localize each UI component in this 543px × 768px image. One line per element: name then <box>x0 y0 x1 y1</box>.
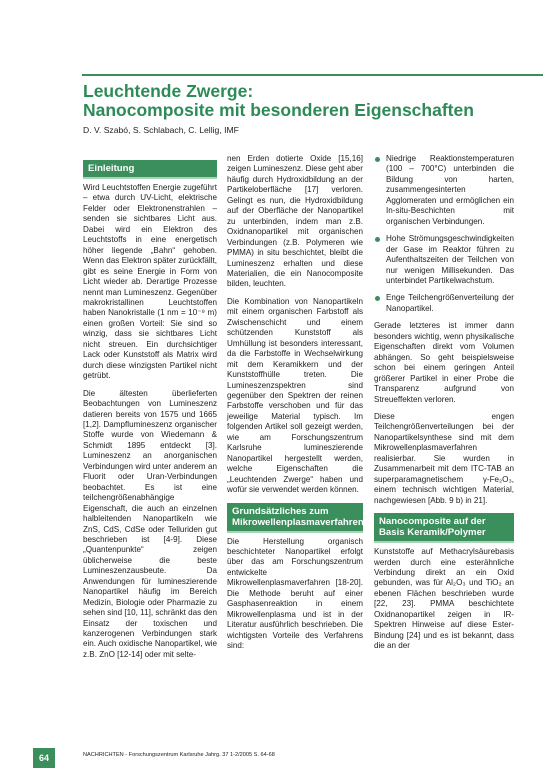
list-item: Niedrige Reaktionstemperaturen (100 – 700°C) unterbinden die Bildung von harten, zusammengesinterten Agglomeraten und ermöglichen ein In-situ-Beschichten mit organischen Verbindungen. <box>374 154 514 227</box>
section-heading-einleitung: Einleitung <box>83 160 217 179</box>
paragraph: Kunststoffe auf Methacrylsäurebasis werden durch eine esterähnliche Verbindung direkt an ein Oxid gebunden, was für Al₂O₃ und TiO₂ an ebenen Flächen beschrieben wurde [22, 23]. PMMA beschichtete Oxidnanopartikel zeigen in IR-Spektren Hinweise auf diese Ester-Bindung [24] und es ist bekannt, dass die an der <box>374 547 514 651</box>
advantages-list <box>374 154 514 314</box>
paragraph: Die Kombination von Nanopartikeln mit einem organischen Farbstoff als Zwischenschicht und einem schützenden Kunststoff als Umhüllung ist besonders interessant, da die Farbstoffe in Wechselwirkung mit dem Keramikkern und der Kunststoffhülle treten. Die Lumineszenzspektren sind gegenüber den Spektren der reinen Farbstoffe verschoben und für das jeweilige Material typisch. Im folgenden Artikel soll gezeigt werden, wie am Forschungszentrum Karlsruhe lumineszierende Nanopartikel hergestellt werden, welche Eigenschaften die „Leuchtenden Zwerge“ haben und wofür sie verwendet werden können. <box>227 296 363 495</box>
list-item: Enge Teilchengrößenverteilung der Nanopartikel. <box>374 293 514 314</box>
paragraph: Die ältesten überlieferten Beobachtungen von Lumineszenz datieren bereits von 1575 und 1665 [1,2]. Dampflumineszenz organischer Stoffe wurde von Wiedemann & Schmidt 1895 entdeckt [3]. Lumineszenz an anorganischen Verbindungen wird unter anderem an Fluorit oder Uran-Verbindungen beobachtet. Es ist eine teilchengrößenabhängige Eigenschaft, die auch an einzelnen halbleitenden Nanopartikeln wie ZnS, CdS, CdSe oder Telluriden gut beschrieben ist [4-9]. Diese „Quantenpunkte“ zeigen üblicherweise die beste Lumineszenzausbeute. Da Anwendungen für lumineszierende Nanopartikel häufig im Bereich Medizin, Biologie oder Pharmazie zu sehen sind [10, 11], schränkt das den Einsatz der toxischen und kanzerogenen Verbindungen stark ein. Auch oxidische Nanopartikel, wie z.B. ZnO [12-14] oder mit selte- <box>83 388 217 659</box>
paragraph: Wird Leuchtstoffen Energie zugeführt – etwa durch UV-Licht, elektrische Felder oder Elektronenstrahlen – senden sie sichtbares Licht aus. Dabei wird ein Elektron des Leuchtstoffs in eine energetisch höher liegende „Bahn“ gehoben. Wenn das Elektron später zurückfällt, gibt es seine Energie in Form von Licht wieder ab. Derartige Prozesse nennt man Lumineszenz. Gegenüber makrokristallinen Leuchtstoffen haben Nanokristalle (1 nm = 10⁻⁹ m) einen großen Vorteil: Sie sind so winzig, dass sie sichtbares Licht nicht streuen. Ein durchsichtiger Lack oder Kunststoff als Matrix wird durch diese winzigsten Partikel nicht getrübt. <box>83 183 217 381</box>
list-item: Hohe Strömungsgeschwindigkeiten der Gase im Reaktor führen zu Aufenthaltszeiten der Teilchen von nur wenigen Millisekunden. Das unterbindet Partikelwachstum. <box>374 234 514 286</box>
article-authors: D. V. Szabó, S. Schlabach, C. Lellig, IMF <box>83 125 239 135</box>
article-title: Leuchtende Zwerge: Nanocomposite mit besonderen Eigenschaften <box>83 81 474 120</box>
paragraph: nen Erden dotierte Oxide [15,16] zeigen Lumineszenz. Diese geht aber häufig durch Hydroxidbildung an der Partikeloberfläche [17] verloren. Gelingt es nun, die Hydroxidbildung auf der Oberfläche der Nanopartikel zu unterbinden, indem man z.B. Oxidnanopartikel mit organischen Verbindungen (z.B. Polymeren wie PMMA) in situ beschichtet, bleibt die Lumineszenz erhalten und diese Materialien, die ein Nanocomposite bilden, leuchten. <box>227 154 363 289</box>
header-rule <box>82 74 543 76</box>
page-number: 64 <box>33 748 55 768</box>
paragraph: Die Herstellung organisch beschichteter Nanopartikel erfolgt über das am Forschungszentrum entwickelte Mikrowellenplasmaverfahren [18-20]. Die Methode beruht auf einer Gasphasenreaktion in einem Mikrowellenplasma und ist in der Literatur ausführlich beschrieben. Die wichtigsten Vorteile des Verfahrens sind: <box>227 536 363 651</box>
section-heading-mikrowellenplasma: Grundsätzliches zum Mikrowellenplasmaverfahren <box>227 503 363 533</box>
paragraph: Diese engen Teilchengrößenverteilungen bei der Nanopartikelsynthese sind mit dem Mikrowellenplasmaverfahren realisierbar. Sie wurden in Zusammenarbeit mit dem ITC-TAB an superparamagnetischem γ-Fe₂O₃, einem technisch wichtigen Material, nachgewiesen [Abb. 9 b) in 21]. <box>374 411 514 505</box>
column-2 <box>227 154 363 658</box>
section-heading-nanocomposite: Nanocomposite auf der Basis Keramik/Polymer <box>374 513 514 543</box>
footer-citation: NACHRICHTEN - Forschungszentrum Karlsruhe Jahrg. 37 1-2/2005 S. 64-68 <box>83 752 275 758</box>
column-1 <box>83 160 217 667</box>
paragraph: Gerade letzteres ist immer dann besonders wichtig, wenn physikalische Eigenschaften direkt vom Volumen abhängen. So geht beispielsweise schon bei einem geringen Anteil größerer Partikel in einer Probe die Transparenz aufgrund von Streueffekten verloren. <box>374 321 514 404</box>
column-3 <box>374 154 514 659</box>
